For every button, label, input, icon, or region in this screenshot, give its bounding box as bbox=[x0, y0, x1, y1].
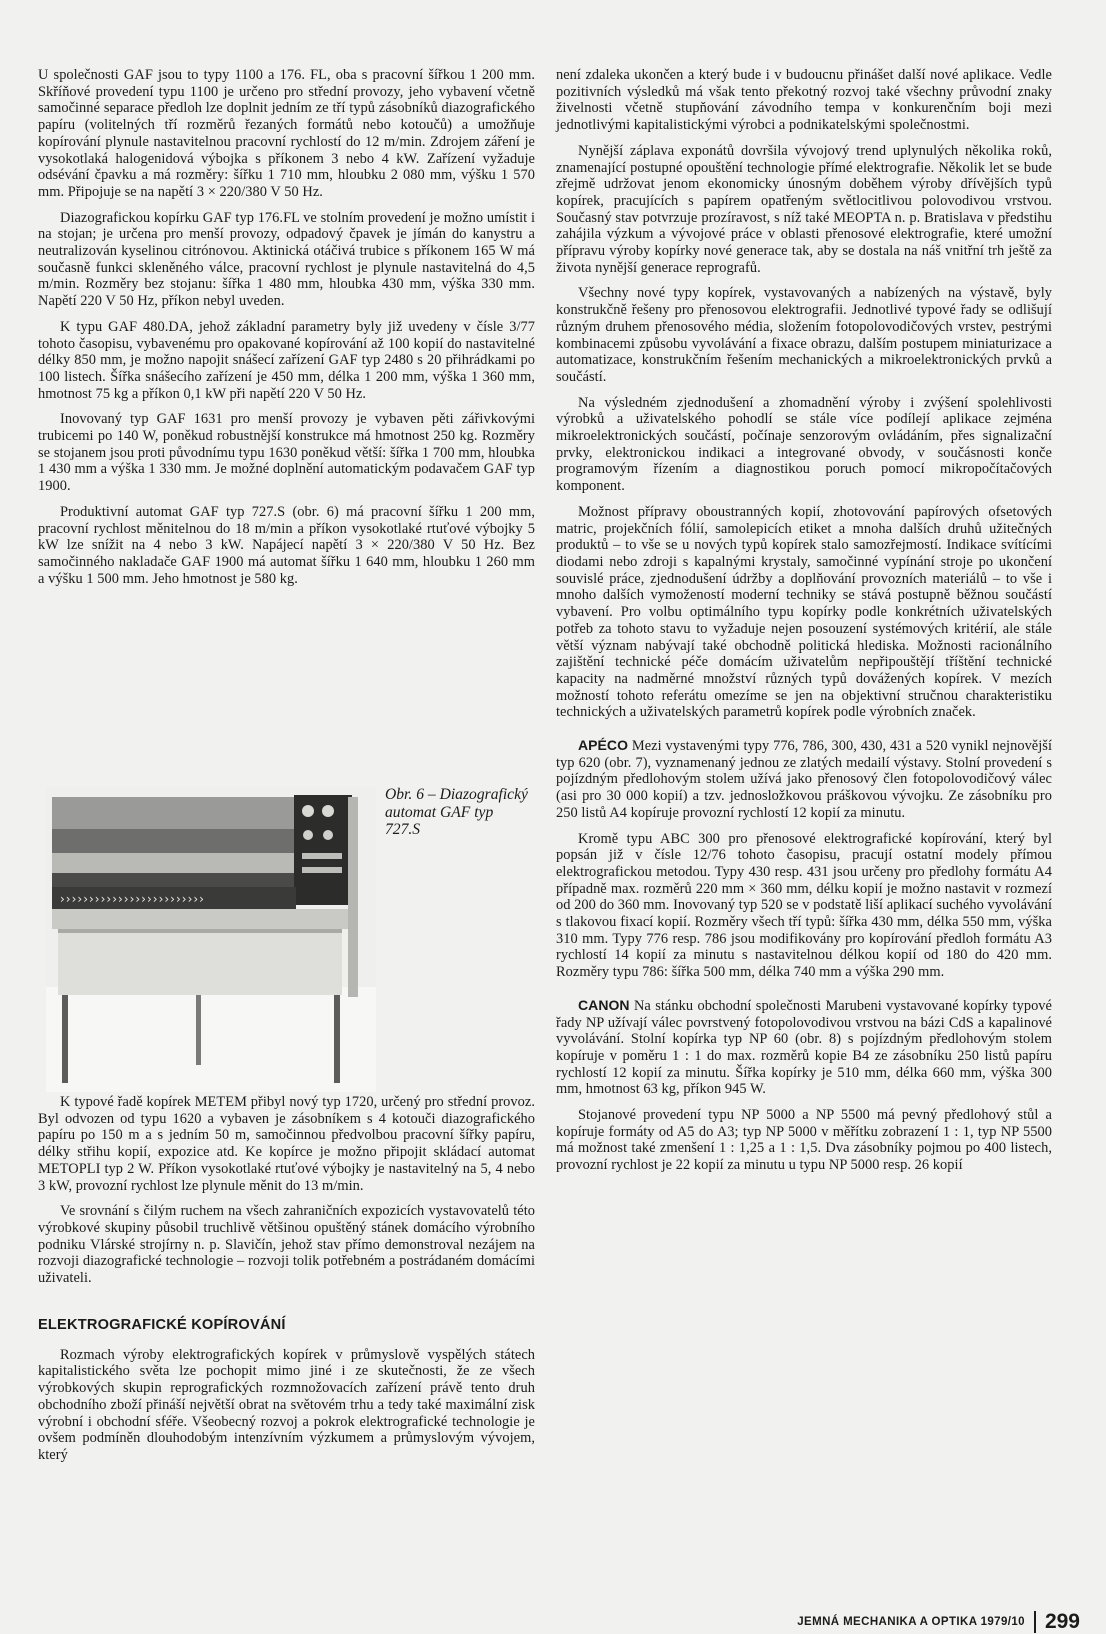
figure-6-caption: Obr. 6 – Diazografický automat GAF typ 727.S bbox=[385, 786, 528, 839]
section-title: ELEKTROGRAFICKÉ KOPÍROVÁNÍ bbox=[38, 1316, 286, 1333]
left-paragraph-1: U společnosti GAF jsou to typy 1100 a 176. FL, oba s pracovní šířkou 1 200 mm. Skříňové provedení typu 1100 je určeno pro střední provozy, jeho vybavení včetně samočinné separace předloh lze doplnit jedním ze tří typů zásobníků diazografického papíru (volitelných tří rozměrů řezaných formátů nebo kotoučů) a umožňuje kopírování plynule nastavitelnou pracovní rychlostí do 12 m/min. Zdrojem záření je vysokotlaká halogenidová výbojka s příkonem 3 nebo 4 kW. Zařízení vyžaduje odsévání čpavku a má rozměry: šířku 1 710 mm, hloubku 2 080 mm, výšku 1 570 mm. Připojuje se na napětí 3 × 220/380 V 50 Hz. bbox=[38, 67, 535, 200]
canon-brand: CANON bbox=[578, 996, 630, 1013]
apeco-paragraph-2: Kromě typu ABC 300 pro přenosové elektrografické kopírování, který byl popsán již v čísle 12/76 tohoto časopisu, pracují ostatní modely přímou elektrografickou metodou. Typy 430 resp. 431 jsou určeny pro předlohy formátu A4 případně max. rozměrů 220 mm × 360 mm, délku kopií je možno nastavit v rozmezí od 200 do 360 mm. Inovovaný typ 520 se v podstatě liší aplikací suchého vyvolávání s tlakovou fixací kopií. Rozměry všech tří typů: šířka 430 mm, délka 550 mm, výška 310 mm. Typy 776 resp. 786 jsou modifikovány pro kopírování předloh formátu A3 rychlostí 14 kopií za minutu s nastavitelnou délkou kopií od 180 do 420 mm. Rozměry typu 786: šířka 500 mm, délka 740 mm a výška 290 mm. bbox=[556, 830, 1052, 981]
left-paragraph-2: Diazografickou kopírku GAF typ 176.FL ve stolním provedení je možno umístit i na stojan; je určena pro menší provozy, odpadový čpavek je jímán do kanystru a neutralizován kyselinou citrónovou. Aktinická otáčivá trubice s příkonem 165 W má současně funkci skleněného válce, pracovní rychlost je plynule nastavitelná do 4,5 m/min. Rozměry bez stojanu: šířka 1 480 mm, hloubka 430 mm, výška 330 mm. Napětí 220 V 50 Hz, příkon nebyl uveden. bbox=[38, 209, 535, 310]
canon-paragraph-2: Stojanové provedení typu NP 5000 a NP 5500 má pevný předlohový stůl a kopíruje formáty od A5 do A3; typ NP 5000 v měřítku zobrazení 1 : 1, typ NP 5500 má možnost také zmenšení 1 : 1,25 a 1 : 1,5. Dva zásobníky pojmou po 400 listech, provozní rychlost je 22 kopií za minutu u typu NP 5000 resp. 26 kopií bbox=[556, 1107, 1052, 1174]
left-bottom-paragraph-1: K typové řadě kopírek METEM přibyl nový typ 1720, určený pro střední provoz. Byl odvozen od typu 1620 a vybaven je zásobníkem s 4 kotouči diazografického papíru po 150 m a s jedním 50 m, samočinnou předvolbou pracovní šířky papíru, délky střihu kopií, expozice atd. Ke kopírce je možno připojit skládací automat METOPLI typ 2 W. Příkon vysokotlaké rtuťové výbojky je nastavitelný na 5, 4 nebo 3 kW, provozní rychlost lze plynule měnit do 13 m/min. bbox=[38, 1094, 535, 1194]
canon-text: Na stánku obchodní společnosti Marubeni vystavované kopírky typové řady NP užívají válec povrstvený fotopolovodivou vrstvou na bázi CdS a kapalinové vyvolávání. Stolní kopírka typ NP 60 (obr. 8) s pojízdným předlohovým stolem kopíruje v poměru 1 : 1 do max. rozměrů kopie B4 ze zásobníku 250 listů papíru rychlostí 12 kopií za minutu. Šířka kopírky je 510 mm, délka 660 mm, výška 300 mm, hmotnost 63 kg, příkon 945 W. bbox=[556, 997, 1052, 1098]
apeco-text: Mezi vystavenými typy 776, 786, 300, 430, 431 a 520 vynikl nejnovější typ 620 (obr. 7), vyznamenaný jednou ze zlatých medailí výstavy. Stolní provedení s pojízdným předlohovým stolem užívá jako přenosový člen fotopolovodičový válec (asi pro 30 000 kopií) a tzv. jednosložkovou práškovou vývojku. Ze zásobníku pro 250 listů A4 kopíruje provozní rychlostí 12 kopií za minutu. bbox=[556, 738, 1052, 821]
journal-name: JEMNÁ MECHANIKA A OPTIKA 1979/10 bbox=[797, 1616, 1025, 1628]
diazographic-automat-photo bbox=[46, 787, 376, 1092]
right-paragraph-1: není zdaleka ukončen a který bude i v budoucnu přinášet další nové aplikace. Vedle pozitivních výsledků má však tento překotný rozvoj také všechny průvodní znaky živelnosti včetně stupňování závodního tempa v konkurenčním boji mezi jednotlivými kapitalistickými výrobci a podnikatelskými společnostmi. bbox=[556, 67, 1052, 134]
apeco-brand: APÉCO bbox=[578, 737, 629, 754]
right-paragraph-4: Na výsledném zjednodušení a zhomadnění výroby i zvýšení spolehlivosti výrobků a uživatelského pohodlí se stále více podílejí aplikace zejména mikroelektronických součástí, počínaje senzorovým ovládáním, přes signalizační prvky, elektronickou indikaci a integrované obvody, v součásnosti konče programovým řízením a diagnostikou poruch pomocí mikropočítačových komponent. bbox=[556, 394, 1052, 495]
right-paragraph-2: Nynější záplava exponátů dovršila vývojový trend uplynulých několika roků, znamenající postupné opouštění technologie přímé elektrografie. Několik let se bude zřejmě udržovat jenom ekonomicky únosným doběhem výroby dřívějších typů kopírek, pracujících s papírem opatřeným světlocitlivou polovodivou vrstvou. Současný stav potvrzuje prozíravost, s níž také MEOPTA n. p. Bratislava v předstihu zahájila výzkum a vývojové práce v oblasti přenosové elektrografie, které umožní přípravu výroby kopírky nové generace tak, aby se dostala na náš vnitřní trh ještě za života nynější generace reprografů. bbox=[556, 142, 1052, 276]
left-paragraph-4: Inovovaný typ GAF 1631 pro menší provozy je vybaven pěti zářivkovými trubicemi po 140 W, poněkud robustnější konstrukce má hmotnost 250 kg. Rozměry se stojanem jsou proti původnímu typu 1630 poněkud větší: šířka 1 700 mm, hloubka 1 430 mm a výška 1 330 mm. Je možné doplnění automatickým podavačem GAF typ 1900. bbox=[38, 411, 535, 495]
footer-separator bbox=[1034, 1611, 1036, 1633]
right-column bbox=[556, 67, 1052, 1183]
left-column bbox=[38, 67, 535, 596]
right-paragraph-3: Všechny nové typy kopírek, vystavovaných a nabízených na výstavě, byly konstrukčně řešeny pro přenosovou elektrografii. Jednotlivé typové řady se odlišují různým druhem přenosového média, složením fotopolovodičových vrstev, pestrými kombinacemi způsobu vyvolávání a fixace obrazu, dalším postupem miniaturizace a automatizace, konstrukčním řešením mechanických a mikroelektronických prvků a součástí. bbox=[556, 285, 1052, 385]
left-column-bottom bbox=[38, 1094, 535, 1473]
apeco-paragraph bbox=[556, 737, 1052, 822]
canon-paragraph bbox=[556, 997, 1052, 1098]
section-paragraph: Rozmach výroby elektrografických kopírek v průmyslově vyspělých státech kapitalistického světa lze pochopit mimo jiné i ze skutečnosti, že ze všech výrobkových skupin reprografických rozmnožovacích zařízení právě tento druh obchodního zboží přináší největší obrat na světovém trhu a tedy také maximální zisk výrobní i obchodní sféře. Všeobecný rozvoj a pokrok elektrografické technologie je ovšem podmíněn dlouhodobým intenzívním výzkumem a průmyslovým vývojem, který bbox=[38, 1346, 535, 1463]
page-footer bbox=[700, 1610, 1080, 1634]
svg-text:›››››››››››››››››››››››››: ››››››››››››››››››››››››› bbox=[60, 892, 205, 906]
page-number: 299 bbox=[1044, 1610, 1080, 1633]
figure-6 bbox=[46, 787, 376, 1092]
left-paragraph-3: K typu GAF 480.DA, jehož základní parametry byly již uvedeny v čísle 3/77 tohoto časopisu, vybavenému pro opakované kopírování až 100 kopií do nastavitelné délky 850 mm, je možno napojit snášecí zařízení GAF typ 2480 s 20 přihrádkami po 100 listech. Šířka snášecího zařízení je 450 mm, délka 1 200 mm, výška 1 360 mm, hmotnost 75 kg a příkon 0,1 kW při napětí 220 V 50 Hz. bbox=[38, 318, 535, 402]
left-paragraph-5: Produktivní automat GAF typ 727.S (obr. 6) má pracovní šířku 1 200 mm, pracovní rychlost měnitelnou do 18 m/min a příkon vysokotlaké rtuťové výbojky 5 kW lze snížit na 4 nebo 3 kW. Napájecí napětí 3 × 220/380 V 50 Hz. Bez samočinného nakladače GAF 1900 má automat šířku 1 640 mm, hloubku 1 260 mm a výšku 1 500 mm. Jeho hmotnost je 580 kg. bbox=[38, 503, 535, 587]
left-bottom-paragraph-2: Ve srovnání s čilým ruchem na všech zahraničních expozicích vystavovatelů této výrobkové skupiny působil truchlivě většinou opuštěný stánek domácího výrobního podniku Vlárské strojírny n. p. Slavičín, jehož stav přímo demonstroval nezájem na rozvoji diazografické technologie – rozvoji tolik potřebném a postrádaném domácími uživateli. bbox=[38, 1203, 535, 1287]
right-paragraph-5: Možnost přípravy oboustranných kopií, zhotovování papírových ofsetových matric, projekčních fólií, samolepicích etiket a mnoha dalších druhů užitečných produktů – to vše se u nových typů kopírek stalo samozřejmostí. Indikace svítícími diodami nebo zdroji s kapalnými krystaly, samočinné vypínání stroje po ukončení souvislé práce, zjednodušení údržby a doplňování provozních materiálů – to vše i mnoho dalších vymožeností moderní techniky se stává postupně běžnou součástí vybavení. Pro volbu optimálního typu kopírky podle konkrétních uživatelských potřeb za tohoto stavu to vyžaduje nejen posouzení systémových kritérií, ale stále větší význam nabývají také obchodně politická hlediska. Možnosti racionálního zajištění technické péče domácím uživatelům nepřipouštějí tříštění technické kapacity na nadměrné množství různých typů dovážených kopírek. V mezích možností tohoto referátu omezíme se jen na objektivní stručnou charakteristiku technických a uživatelských parametrů kopírek podle výrobních značek. bbox=[556, 503, 1052, 721]
